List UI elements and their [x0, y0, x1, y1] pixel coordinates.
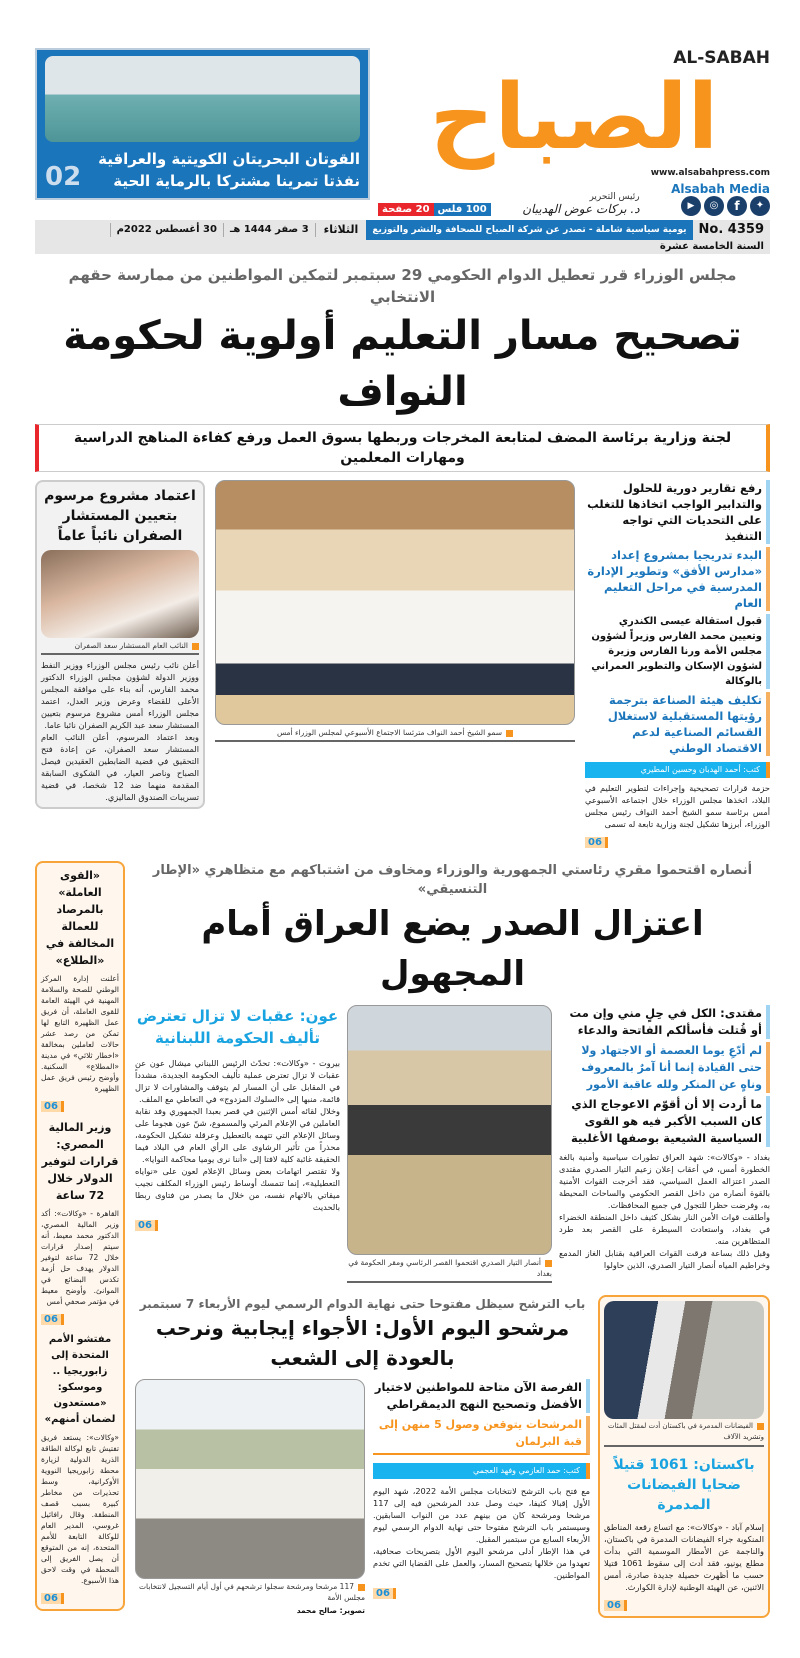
pakistan-caption: الفيضانات المدمرة في باكستان أدت لمقتل المئات وتشريد الآلاف	[604, 1421, 764, 1447]
iraq-headline[interactable]: اعتزال الصدر يضع العراق أمام المجهول	[201, 904, 704, 994]
elections-row	[135, 1295, 770, 1618]
instagram-icon[interactable]: ◎	[704, 196, 724, 216]
sidebar-headline: وزير المالية المصري: قرارات لتوفير الدولار خلال 72 ساعة	[41, 1121, 119, 1202]
teaser-headline: القوتان البحريتان الكويتية والعراقية نفذتا تمرينا مشتركا بالرماية الحية	[98, 150, 360, 190]
facebook-icon[interactable]: f	[727, 196, 747, 216]
page-count: 20 صفحة	[378, 203, 434, 216]
lebanon-body: ولا تقتصر اتهامات بعض وسائل الإعلام لعون على «نواياه التعطيلية»، إنما تتمسك أوساط رئيس الوزراء المكلف نجيب ميقاتي بالاتهام نفسه، من خلال ما يصدر من فتاوى ربطا بالحديث	[135, 1166, 340, 1212]
lead-kicker: مجلس الوزراء قرر تعطيل الدوام الحكومي 29 سبتمبر لتمكين المواطنين من ممارسة حقهم الانتخابي	[68, 266, 737, 306]
issue-number: No. 4359	[698, 222, 764, 237]
pakistan-page-ref[interactable]: 06	[604, 1600, 627, 1611]
sidebar-headline: مفتشو الأمم المتحدة إلى زابوريجيا .. وموسكو: «مستعدون لضمان أمنهم»	[44, 1334, 116, 1425]
lead-body: حزمة قرارات تصحيحية وإجراءات لتطوير التعليم في البلاد، اتخذها مجلس الوزراء خلال اجتماعه الأسبوعي أمس برئاسة سمو الشيخ أحمد النواف رئيس مجلس الوزراء، أبرزها تشكيل لجنة وزارية تابعة له تسمى	[585, 783, 770, 829]
lebanon-body: بيروت - «وكالات»: تحدّث الرئيس اللبناني ميشال عون عن عقبات لا تزال تعترض عملية تأليف الحكومة الجديدة، مشدداً في المقابل على أن المسار لم يتوقف والمشاورات لا تزال قائمة، منبها إلى «السلوك المزدوج» في التعاطي مع الملف.	[135, 1058, 340, 1104]
naval-ships-photo	[45, 56, 360, 142]
lead-photo-caption: سمو الشيخ أحمد النواف مترئسا الاجتماع الأسبوعي لمجلس الوزراء أمس	[215, 727, 575, 742]
masthead	[378, 48, 770, 216]
safran-headline: اعتماد مشروع مرسوم بتعيين المستشار الصفران نائباً عاماً	[44, 488, 196, 544]
elections-photo-caption: 117 مرشحا ومرشحة سجلوا ترشحهم في أول أيام التسجيل لانتخابات مجلس الأمة	[135, 1581, 365, 1605]
iraq-photo	[347, 1005, 552, 1255]
pakistan-body: إسلام آباد - «وكالات»: مع اتساع رقعة المناطق المنكوبة جراء الفيضانات المدمرة في باكستان، والناجمة عن الأمطار الموسمية التي بدأت مطلع يونيو، فقد أدت إلى سقوط 1061 قتيلا حسب ما أظهرت حصيلة جديدة صادرة، أمس الاثنين، عن الهيئة الوطنية لإدارة الكوارث.	[604, 1522, 765, 1592]
lead-subhead-box	[35, 424, 770, 472]
iraq-photo-caption: أنصار التيار الصدري اقتحموا القصر الرئاسي ومقر الحكومة في بغداد	[347, 1257, 552, 1283]
lead-points	[585, 480, 770, 849]
lebanon-story[interactable]	[135, 1005, 340, 1232]
media-label: Alsabah Media	[671, 182, 770, 196]
elections-story[interactable]	[373, 1379, 590, 1600]
main-column	[135, 861, 770, 1618]
sidebar-story[interactable]	[41, 867, 119, 1113]
safran-story[interactable]	[35, 480, 205, 809]
teaser-box[interactable]	[35, 48, 370, 200]
price-badge	[378, 203, 491, 216]
sidebar-page-ref[interactable]: 06	[41, 1101, 64, 1112]
sidebar-body: أعلنت إدارة المركز الوطني للصحة والسلامة المهنية في الهيئة العامة للقوى العاملة، أن فريق عمل الظهيرة التابع لها تمكن من رصد عشر حالات لعاملين بمخالفة «اخطار ثلاثي» في مدينة «المطلاع» السكنية. وأوضح رئيس فريق عمل الظهيرة	[41, 974, 119, 1093]
iraq-body: وقبل ذلك بساعة فرقت القوات العراقية بقنابل الغاز المدمع وخراطيم المياه أنصار التيار الصدري، الذين حاولوا	[559, 1248, 770, 1270]
elections-photo	[135, 1379, 365, 1579]
sidebar-body: القاهرة - «وكالات»: أكد وزير المالية المصري، الدكتور محمد معيط، أنه سيتم إصدار قرارات خلال 72 ساعة لتوفير الدولار يهدف حل أزمة تكدس البضائع في الموانئ. وأوضح معيط في مؤتمر صحفي أمس	[41, 1209, 119, 1306]
iraq-point: ما أردت إلا أن أقوّم الاعوجاج الذي كان السبب الأكبر فيه هو القوى السياسية الشيعية بوصفها الأغلبية	[559, 1096, 770, 1147]
news-sidebar	[35, 861, 125, 1611]
pakistan-headline: باكستان: 1061 قتيلاً ضحايا الفيضانات المدمرة	[613, 1457, 755, 1513]
safran-body-2: وبعد اعتماد المرسوم، أعلن النائب العام المستشار سعد الصفران، عن إعادة فتح التحقيق في قضية الضابطين العقيدين فيصل الصباح وناصر العيار، في الشكوى السابقة المقدمة منهما ضد 12 شخصا، في قضية تسريبات الصندوق الماليزي.	[41, 732, 199, 802]
gregorian-date: 30 أغسطس 2022م	[110, 223, 223, 237]
lead-subhead: لجنة وزارية برئاسة المضف لمتابعة المخرجات وربطها بسوق العمل ورفع كفاءة المناهج الدراسية ومهارات المعلمين	[73, 430, 732, 466]
lebanon-page-ref[interactable]: 06	[135, 1220, 158, 1231]
twitter-icon[interactable]: ✦	[750, 196, 770, 216]
social-icons	[671, 196, 770, 216]
lead-page-ref[interactable]: 06	[585, 837, 608, 848]
elections-caption-row	[135, 1581, 365, 1616]
lebanon-body: وخلال لقائه أمس الإثنين في قصر بعبدا الجمهوري وفد نقابة العاملين في الإعلام المرئي والمسموع، شنّ عون هجوما على وسائل الإعلام التي تتهمه بالتعطيل وعرقلة تشكيل الحكومة، محذراً من تأثير الرشاوى على الرأي العام في البلاد فيما الحقيقة غائبة كلية لافتا إلى «أننا نرى يوميا محاكمة النوايا».	[135, 1106, 340, 1164]
header	[35, 48, 770, 216]
teaser-page-number: 02	[45, 162, 82, 192]
elections-kicker: باب الترشح سيظل مفتوحا حتى نهاية الدوام الرسمي ليوم الأربعاء 7 سبتمبر	[139, 1297, 586, 1311]
hijri-date: 3 صفر 1444 هـ	[223, 223, 315, 237]
pakistan-story[interactable]	[598, 1295, 770, 1618]
safran-photo	[41, 550, 199, 638]
safran-caption: النائب العام المستشار سعد الصفران	[41, 640, 199, 655]
day: الثلاثاء	[315, 223, 367, 237]
elections-body: في هذا الإطار أدلى مرشحو اليوم الأول بتصريحات صحافية، تعهدوا من خلالها بتصحيح المسار، والعمل على القضايا التي تخدم المواطنين.	[373, 1546, 590, 1580]
year: السنة الخامسة عشرة	[659, 241, 764, 252]
lead-point: تكليف هيئة الصناعة بترجمة رؤيتها المستقبلية لاستغلال القسائم الصناعية لدعم الاقتصاد الوطني	[585, 692, 770, 756]
lower-section	[35, 861, 770, 1618]
pakistan-photo	[604, 1301, 764, 1419]
elections-point: الفرصة الآن متاحة للمواطنين لاختيار الأفضل وتصحيح النهج الديمقراطي	[373, 1379, 590, 1413]
website-url[interactable]: www.alsabahpress.com	[650, 168, 770, 178]
sidebar-page-ref[interactable]: 06	[41, 1593, 64, 1604]
iraq-row	[135, 1005, 770, 1283]
lead-point: رفع تقارير دورية للحلول والتدابير الواجب اتخاذها للتغلب على التحديات التي تواجه التنفيذ	[585, 480, 770, 544]
iraq-body: وأطلقت قوات الأمن النار بشكل كثيف داخل المنطقة الخضراء في بغداد، واستعادت السيطرة على القصر بعد طرد المتظاهرين منه.	[559, 1212, 770, 1246]
sidebar-page-ref[interactable]: 06	[41, 1314, 64, 1325]
elections-point: المرشحات يتوقعن وصول 5 منهن إلى قبة البرلمان	[373, 1416, 590, 1455]
iraq-body: بغداد - «وكالات»: شهد العراق تطورات سياسية وأمنية بالغة الخطورة أمس، في أعقاب إعلان زعيم التيار الصدري مقتدى الصدر اعتزاله العمل السياسي، فقد أخرجت القوات الأمنية بالقوة أنصاره من داخل القصر الحكومي والساحات المحيطة به، وفرضت حظرا للتجول في جميع المحافظات.	[559, 1152, 770, 1210]
safran-body-1: أعلن نائب رئيس مجلس الوزراء ووزير النفط ووزير الدولة لشؤون مجلس الوزراء الدكتور محمد الفارس، أنه بناء على موافقة المجلس الأعلى للقضاء وعرض وزير العدل، اعتمد مجلس الوزراء أمس مشروع مرسوم بتعيين المستشار سعد عبد الكريم الصفران نائبا عاما.	[41, 660, 199, 730]
editor-signature: د. بركات عوض الهديبان	[522, 202, 640, 216]
elections-photo-credit: تصوير: صالح محمد	[296, 1606, 365, 1615]
elections-body: مع فتح باب الترشح لانتخابات مجلس الأمة 2022، شهد اليوم الأول إقبالا كثيفا، حيث وصل عدد المرشحين فيه إلى 117 مرشحا ومرشحة كان من بينهم عدد من النواب السابقين. وسيستمر باب الترشح مفتوحا حتى نهاية الدوام الرسمي ليوم الأربعاء السابع من سبتمبر المقبل.	[373, 1486, 590, 1544]
date-strip	[35, 220, 770, 254]
elections-headline[interactable]: مرشحو اليوم الأول: الأجواء إيجابية ونرحب بالعودة إلى الشعب	[155, 1316, 570, 1370]
lead-point: قبول استقالة عيسى الكندري وتعيين محمد الفارس وزيراً لشؤون مجلس الأمة ورنا الفارس وزيرة لشؤون الإسكان والتطوير العمراني بالوكالة	[585, 614, 770, 689]
logo-en: AL-SABAH	[673, 48, 770, 68]
iraq-point: لم أدّعِ يوما العصمة أو الاجتهاد ولا حتى القيادة إنما أنا آمرٌ بالمعروف وناهٍ عن المنكر ولله عاقبة الأمور	[559, 1042, 770, 1093]
lead-headline[interactable]: تصحيح مسار التعليم أولوية لحكومة النواف	[63, 313, 742, 415]
lebanon-headline: عون: عقبات لا تزال تعترض تأليف الحكومة اللبنانية	[136, 1007, 339, 1047]
price: 100 فلس	[434, 203, 491, 216]
lead-photo	[215, 480, 575, 725]
lead-byline: كتب: أحمد الهدبان وحسين المطيري	[585, 762, 770, 778]
iraq-point: مقتدى: الكل في حِلٍ مني وإن مت أو قُتلت فأسألكم الفاتحة والدعاء	[559, 1005, 770, 1039]
slogan: يومية سياسية شاملة - تصدر عن شركة الصباح للصحافة والنشر والتوزيع	[366, 220, 692, 240]
iraq-points	[559, 1005, 770, 1271]
lead-point: البدء تدريجيا بمشروع إعداد «مدارس الأفق» وتطوير الإدارة المدرسية في مراحل التعليم العام	[585, 547, 770, 611]
iraq-kicker: أنصاره اقتحموا مقري رئاستي الجمهورية والوزراء ومخاوف من اشتباكهم مع متظاهري «الإطار التنسيقي»	[152, 863, 753, 897]
sidebar-story[interactable]	[41, 1332, 119, 1605]
elections-page-ref[interactable]: 06	[373, 1588, 396, 1599]
editor-label: رئيس التحرير	[589, 192, 640, 202]
sidebar-body: «وكالات»: يستعد فريق تفتيش تابع لوكالة الطاقة الذرية الدولية لزيارة محطة زابوريجيا النووية الأوكرانية، وسط تحذيرات من مخاطر كبيرة بسبب قصف المنطقة. وقال رافائيل غروسي، المدير العام للوكالة التابعة للأمم المتحدة، إنه من المتوقع أن يصل الفريق إلى المحطة في وقت لاحق هذا الأسبوع.	[41, 1433, 119, 1585]
lead-row	[35, 480, 770, 849]
youtube-icon[interactable]: ▶	[681, 196, 701, 216]
elections-byline: كتب: حمد العازمي وفهد العجمي	[373, 1463, 590, 1479]
sidebar-story[interactable]	[41, 1119, 119, 1326]
sidebar-headline: «القوى العاملة» بالمرصاد للعمالة المخالفة في «الطلاع»	[45, 869, 115, 967]
logo-ar: الصباح	[429, 65, 719, 170]
